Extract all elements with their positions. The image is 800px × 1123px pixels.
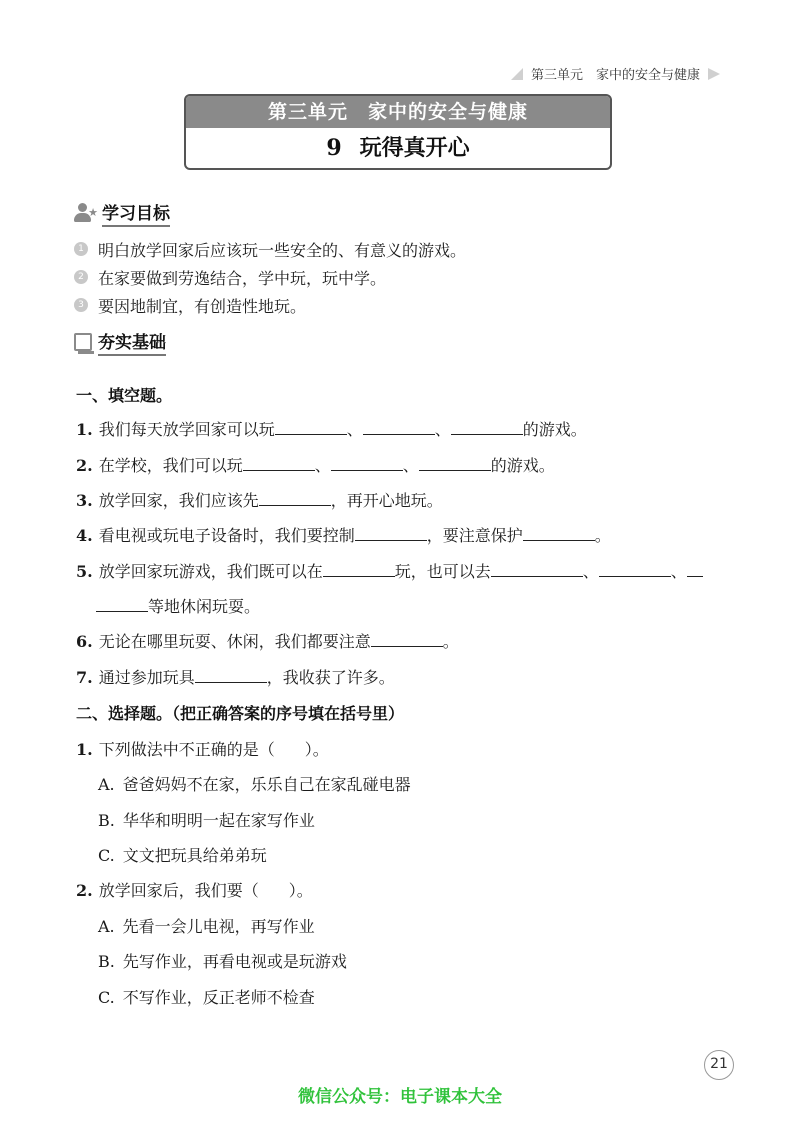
goal-text: 明白放学回家后应该玩一些安全的、有意义的游戏。 [98,240,467,260]
lesson-number: 9 [326,135,342,161]
fill-in-section-title: 一、填空题。 [76,386,173,405]
question-text: 放学回家后，我们要（ [98,881,259,900]
choice-section-title: 二、选择题。（把正确答案的序号填在括号里） [76,704,405,723]
question-text: ）。 [304,740,329,759]
option-letter: A. [98,775,115,794]
lesson-title [186,128,610,168]
answer-blank[interactable] [259,490,331,506]
running-header-text: 第三单元 家中的安全与健康 [530,68,700,83]
question-text: 放学回家，我们应该先 [98,491,259,510]
answer-blank[interactable] [243,455,315,471]
running-header [511,64,720,83]
question-text: ，要注意保护 [426,526,523,545]
goal-item [74,291,754,319]
question-number: 2. [76,456,93,475]
choice-option [98,808,315,831]
answer-blank[interactable] [331,455,403,471]
question-text: 下列做法中不正确的是（ [98,740,275,759]
lesson-name: 玩得真开心 [359,135,470,161]
fill-question-5-continued [96,594,756,617]
question-text: 等地休闲玩耍。 [148,597,261,616]
goals-section-heading [74,199,170,227]
question-text: ）。 [288,881,313,900]
lesson-title-box [184,94,612,170]
question-text: 无论在哪里玩耍、休闲，我们都要注意 [98,632,371,651]
option-text: 爸爸妈妈不在家，乐乐自己在家乱碰电器 [122,775,411,794]
choice-option [98,949,347,972]
goals-heading-text: 学习目标 [102,199,170,227]
question-text: 在学校，我们可以玩 [98,456,243,475]
goal-item [74,235,754,263]
header-left-triangle-icon [511,68,523,80]
answer-blank[interactable] [323,561,395,577]
answer-blank[interactable] [451,419,523,435]
page-number: 21 [704,1050,734,1080]
question-text: 看电视或玩电子设备时，我们要控制 [98,526,355,545]
choice-option [98,843,267,866]
fill-question-1 [76,417,736,440]
watermark-text: 微信公众号：电子课本大全 [298,1087,502,1107]
goal-number-badge: 1 [74,242,88,256]
basics-section-heading [74,328,166,356]
question-text: ，我收获了许多。 [266,668,395,687]
basics-heading-text: 夯实基础 [98,328,166,356]
answer-blank[interactable] [371,631,443,647]
fill-question-4 [76,523,736,546]
question-text: 放学回家玩游戏，我们既可以在 [98,562,323,581]
answer-blank[interactable] [275,419,347,435]
answer-blank[interactable] [195,667,267,683]
goals-list [74,235,754,319]
question-number: 4. [76,526,93,545]
book-icon [74,333,92,351]
answer-blank[interactable] [491,561,583,577]
question-text: 、 [434,420,451,439]
answer-blank[interactable] [523,525,595,541]
question-number: 1. [76,420,93,439]
question-text: 、 [402,456,419,475]
answer-blank[interactable] [599,561,671,577]
question-number: 1. [76,740,93,759]
answer-blank[interactable] [363,419,435,435]
fill-question-2 [76,453,736,476]
choice-option [98,985,315,1008]
option-text: 不写作业，反正老师不检查 [122,988,315,1007]
question-number: 6. [76,632,93,651]
choice-question-2 [76,878,736,901]
fill-question-5 [76,559,736,582]
answer-blank[interactable] [687,561,703,577]
question-number: 3. [76,491,93,510]
unit-title: 第三单元 家中的安全与健康 [186,96,610,128]
learner-star-icon: ★ [74,203,96,223]
question-text: 。 [594,526,611,545]
option-letter: B. [98,811,115,830]
question-text: 的游戏。 [490,456,555,475]
option-letter: C. [98,846,115,865]
answer-blank[interactable] [419,455,491,471]
question-number: 5. [76,562,93,581]
question-text: 、 [582,562,599,581]
question-text: 的游戏。 [522,420,587,439]
goal-number-badge: 3 [74,298,88,312]
option-letter: B. [98,952,115,971]
question-text: 、 [346,420,363,439]
goal-text: 要因地制宜，有创造性地玩。 [98,296,307,316]
question-text: 。 [442,632,459,651]
question-number: 2. [76,881,93,900]
option-letter: C. [98,988,115,1007]
option-letter: A. [98,917,115,936]
option-text: 文文把玩具给弟弟玩 [122,846,267,865]
option-text: 先看一会儿电视，再写作业 [122,917,315,936]
fill-question-6 [76,629,736,652]
goal-item [74,263,754,291]
question-number: 7. [76,668,93,687]
fill-question-3 [76,488,736,511]
choice-option [98,914,315,937]
question-text: ，再开心地玩。 [330,491,443,510]
question-text: 通过参加玩具 [98,668,195,687]
header-right-triangle-icon [708,68,720,80]
question-text: 、 [314,456,331,475]
goal-number-badge: 2 [74,270,88,284]
goal-text: 在家要做到劳逸结合，学中玩，玩中学。 [98,268,387,288]
answer-blank[interactable] [355,525,427,541]
choice-question-1 [76,737,736,760]
question-text: 、 [670,562,687,581]
answer-blank[interactable] [96,596,148,612]
option-text: 先写作业，再看电视或是玩游戏 [122,952,347,971]
choice-option [98,772,411,795]
option-text: 华华和明明一起在家写作业 [122,811,315,830]
question-text: 我们每天放学回家可以玩 [98,420,275,439]
fill-question-7 [76,665,736,688]
question-text: 玩，也可以去 [394,562,491,581]
